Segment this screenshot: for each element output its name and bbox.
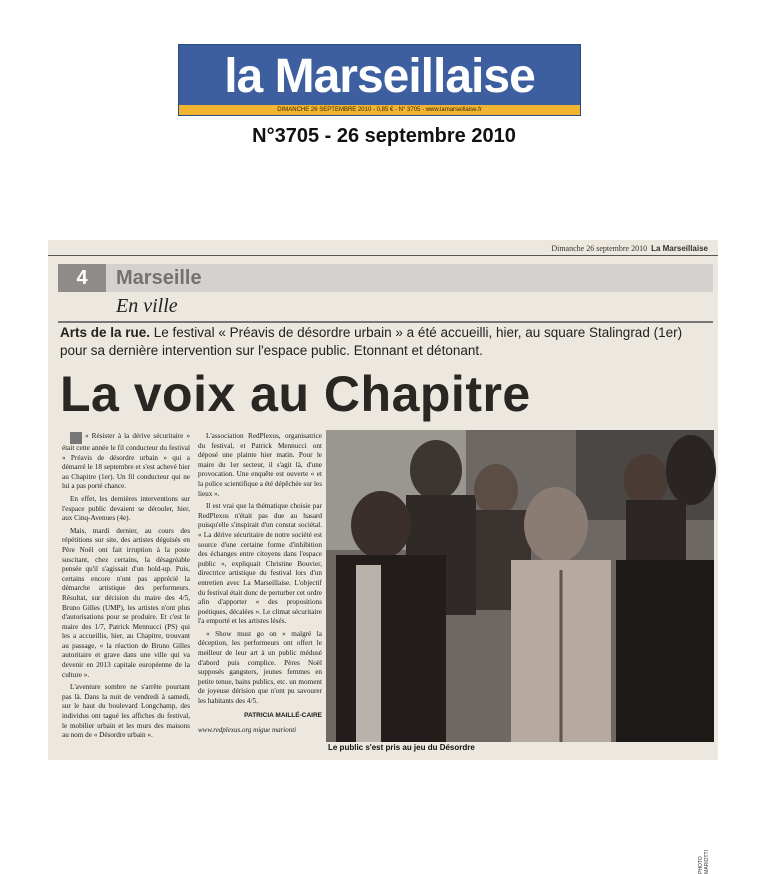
article-column-2 [198, 432, 322, 736]
website-note: www.redplexus.org migue marionti [198, 726, 297, 735]
paragraph: En effet, les dernières interventions sur l'espace public devaient se dérouler, hier, aux Cinq-Avenues (4e). [62, 494, 190, 523]
article-column-1 [62, 432, 190, 744]
date-line-date: Dimanche 26 septembre 2010 [551, 244, 648, 253]
top-rule [48, 255, 718, 256]
paragraph-marker-icon [70, 432, 82, 444]
issue-title: N°3705 - 26 septembre 2010 [252, 125, 516, 147]
subsection-name: En ville [116, 295, 178, 317]
photo-illustration [326, 430, 714, 742]
article-deck [60, 324, 710, 360]
paragraph: « Résister à la dérive sécuritaire » était cette année le fil conducteur du festival « Préavis de désordre urbain » qui a démarré le 18 septembre et s'est achevé hier au Chapitre (1er). Un fil conducteur qui ne lui a pas porté chance. [62, 432, 190, 491]
page-number: 4 [58, 264, 106, 292]
paragraph: Il est vrai que la thématique choisie par RedPlexus n'était pas due au hasard puisqu'elle s'inspirait d'un constat sociétal. « La dérive sécuritaire de notre société est source d'une certaine forme d'inhibition des échanges entre citoyens dans l'espace public », expliquait Christine Bouvier, directrice artistique du festival lors d'un entretien avec La Marseillaise. L'objectif du festival était donc de perturber cet ordre afin d'apporter « des propositions poétiques, décalées ». Le climat sécuritaire l'a emporté et les artistes lésés. [198, 502, 322, 626]
newspaper-clipping [48, 240, 718, 874]
date-line-paper: La Marseillaise [651, 244, 708, 253]
paragraph: L'association RedPlexus, organisatrice du festival, et Patrick Mennucci ont déposé une plainte hier matin. Pour le maire du 1er secteur, il s'agit là, d'une provocation. Une enquête est ouverte « et la police scientifique a été dépêchée sur les lieux ». [198, 432, 322, 498]
paragraph: « Show must go on » malgré la déception, les performeurs ont offert le meilleur de leur art à un public médusé d'abord puis complice. Pères Noël supposés gangsters, jeunes femmes en petite tenue, bains publics, etc. un moment de joyeuse dérision que n'ont pu savourer les habitants des 4/5. [198, 629, 322, 706]
paragraph: L'aventure sombre ne s'arrête pourtant pas là. Dans la nuit de vendredi à samedi, sur le haut du boulevard Longchamp, des individus ont tagué les affiches du festival, le mobilier urbain et les murs des maisons au nom de « Désordre urbain ». [62, 683, 190, 740]
photo-caption: Le public s'est pris au jeu du Désordre [328, 743, 475, 752]
section-rule [58, 321, 713, 323]
logo-info-line: DIMANCHE 26 SEPTEMBRE 2010 - 0,85 € - N° 3705 - www.lamarseillaise.fr [277, 107, 482, 113]
author-signature: PATRICIA MAILLÉ-CAIRE [244, 711, 322, 719]
photo-credit: PHOTO MARIOTTI [698, 850, 710, 874]
paragraph: Mais, mardi dernier, au cours des répétitions sur site, des artistes déguisés en Père Noël ont fait irruption à la poste suscitant, chez certains, la désagréable pensée qu'il s'agissait d'un hold-up. Puis, certains encore n'ont pas apprécié la démarche artistique des performeurs. Résultat, sur décision du maire des 4/5, Bruno Gilles (UMP), les artistes n'ont plus d'autorisations pour se produire. Et c'est le maire des 1/7, Patrick Mennucci (PS) qui les a accueillis, hier, au Chapitre, trouvant au passage, « la réaction de Bruno Gilles autoritaire et grave dans une ville qui va devenir en 2013 capitale européenne de la culture ». [62, 526, 190, 679]
logo-text: la Marseillaise [224, 50, 535, 103]
section-name: Marseille [116, 267, 202, 289]
newspaper-logo [178, 44, 581, 116]
article-headline: La voix au Chapitre [60, 366, 531, 422]
deck-text: Le festival « Préavis de désordre urbain » a été accueilli, hier, au square Stalingrad (1er) pour sa dernière intervention sur l'espace public. Etonnant et détonant. [60, 325, 683, 358]
date-line [551, 244, 708, 253]
deck-kicker: Arts de la rue. [60, 325, 151, 340]
